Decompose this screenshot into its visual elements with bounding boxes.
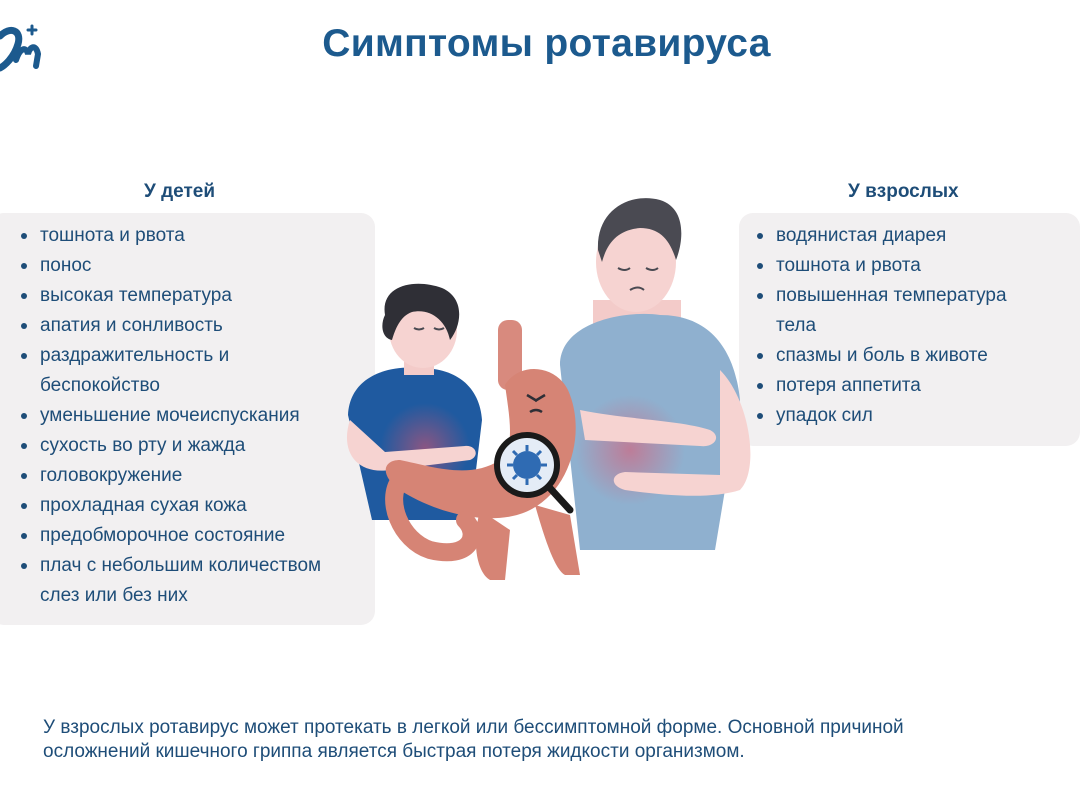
sick-people-illustration (330, 190, 780, 590)
list-item-continuation: беспокойство (40, 375, 160, 396)
bullet-icon (21, 293, 27, 299)
list-item-continuation: слез или без них (40, 585, 188, 606)
bullet-icon (21, 443, 27, 449)
kids-symptoms-list (0, 213, 375, 611)
bullet-icon (21, 563, 27, 569)
kids-heading: У детей (144, 181, 216, 202)
list-item: раздражительность и (0, 341, 375, 371)
list-item: тошнота и рвота (0, 221, 375, 251)
footnote-line-2: осложнений кишечного гриппа является быстрая потеря жидкости организмом. (43, 741, 745, 762)
list-item: повышенная температура (739, 281, 1080, 311)
bullet-icon (21, 233, 27, 239)
list-item: плач с небольшим количеством (0, 551, 375, 581)
list-item: уменьшение мочеиспускания (0, 401, 375, 431)
list-item-continuation: тела (776, 315, 817, 336)
list-item: сухость во рту и жажда (0, 431, 375, 461)
bullet-icon (21, 473, 27, 479)
list-item: высокая температура (0, 281, 375, 311)
list-item: тошнота и рвота (739, 251, 1080, 281)
list-item: понос (0, 251, 375, 281)
footnote (43, 716, 1053, 764)
adults-heading: У взрослых (848, 181, 959, 202)
list-item: потеря аппетита (739, 371, 1080, 401)
list-item: упадок сил (739, 401, 1080, 431)
adults-symptoms-card (739, 213, 1080, 446)
footnote-line-1: У взрослых ротавирус может протекать в легкой или бессимптомной форме. Основной причиной (43, 717, 904, 738)
list-item: прохладная сухая кожа (0, 491, 375, 521)
list-item: водянистая диарея (739, 221, 1080, 251)
kids-symptoms-card (0, 213, 375, 625)
adult-figure (560, 198, 750, 550)
bullet-icon (21, 503, 27, 509)
list-item: головокружение (0, 461, 375, 491)
bullet-icon (21, 533, 27, 539)
page-title: Симптомы ротавируса (322, 22, 771, 65)
bullet-icon (21, 323, 27, 329)
adults-symptoms-list (739, 213, 1080, 431)
list-item: апатия и сонливость (0, 311, 375, 341)
bullet-icon (21, 413, 27, 419)
list-item: спазмы и боль в животе (739, 341, 1080, 371)
bullet-icon (21, 353, 27, 359)
bullet-icon (21, 263, 27, 269)
list-item: предобморочное состояние (0, 521, 375, 551)
